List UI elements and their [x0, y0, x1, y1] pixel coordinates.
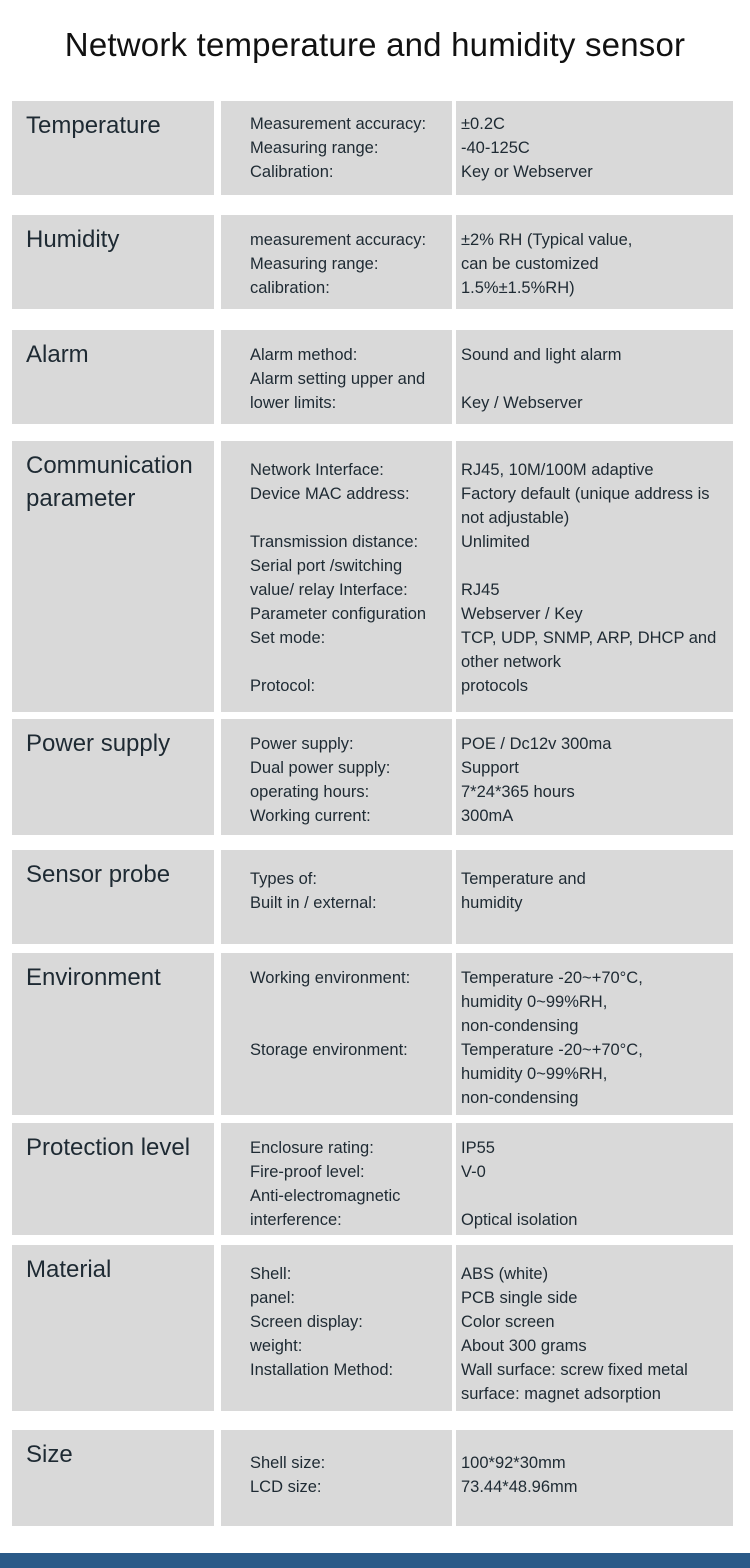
- spec-value: ±2% RH (Typical value,: [461, 231, 633, 249]
- spec-value: Webserver / Key: [461, 605, 583, 623]
- footer-bar: [0, 1553, 750, 1568]
- category-cell: [12, 850, 214, 944]
- spec-label: Installation Method:: [250, 1361, 394, 1379]
- spec-value: humidity 0~99%RH,: [461, 993, 608, 1011]
- spec-label: Alarm setting upper and: [250, 370, 426, 388]
- spec-value: humidity 0~99%RH,: [461, 1065, 608, 1083]
- spec-label: Measuring range:: [250, 139, 379, 157]
- spec-value: ±0.2C: [461, 115, 505, 133]
- spec-value: Optical isolation: [461, 1211, 578, 1229]
- spec-row: [12, 1430, 733, 1526]
- spec-value: Temperature -20~+70°C,: [461, 1041, 643, 1059]
- spec-label: weight:: [250, 1337, 303, 1355]
- spec-label: Types of:: [250, 870, 317, 888]
- spec-value: -40-125C: [461, 139, 530, 157]
- spec-label: LCD size:: [250, 1478, 322, 1496]
- spec-value: Color screen: [461, 1313, 555, 1331]
- category-cell: [12, 441, 214, 712]
- category-cell: [12, 101, 214, 195]
- category-label: [26, 449, 193, 515]
- spec-value: surface: magnet adsorption: [461, 1385, 661, 1403]
- spec-value: Temperature -20~+70°C,: [461, 969, 643, 987]
- spec-label: Working environment:: [250, 969, 411, 987]
- category-cell: [12, 330, 214, 424]
- category-label-line: Environment: [26, 964, 161, 991]
- spec-label: Transmission distance:: [250, 533, 419, 551]
- spec-row: [12, 330, 733, 424]
- values-cell: [456, 330, 733, 424]
- spec-row: [12, 441, 733, 712]
- spec-value: POE / Dc12v 300ma: [461, 735, 612, 753]
- labels-cell: [221, 719, 452, 835]
- spec-row: [12, 1123, 733, 1235]
- spec-value: 73.44*48.96mm: [461, 1478, 578, 1496]
- spec-label: Set mode:: [250, 629, 326, 647]
- spec-label: Serial port /switching: [250, 557, 403, 575]
- category-label-line: Size: [26, 1441, 73, 1468]
- labels-cell: [221, 441, 452, 712]
- values-cell: [456, 441, 733, 712]
- spec-label: [250, 506, 448, 530]
- category-cell: [12, 953, 214, 1115]
- spec-label: Parameter configuration: [250, 605, 427, 623]
- category-label: [26, 961, 161, 994]
- spec-value: non-condensing: [461, 1017, 579, 1035]
- labels-cell: [221, 1123, 452, 1235]
- spec-value: Temperature and: [461, 870, 586, 888]
- category-label-line: Power supply: [26, 730, 171, 757]
- spec-value: TCP, UDP, SNMP, ARP, DHCP and: [461, 629, 717, 647]
- values-cell: [456, 719, 733, 835]
- spec-label: Screen display:: [250, 1313, 363, 1331]
- spec-value: 7*24*365 hours: [461, 783, 575, 801]
- spec-label: Dual power supply:: [250, 759, 391, 777]
- spec-label: Storage environment:: [250, 1041, 408, 1059]
- category-cell: [12, 1430, 214, 1526]
- spec-value: non-condensing: [461, 1089, 579, 1107]
- category-label-line: Material: [26, 1256, 112, 1283]
- spec-value: RJ45, 10M/100M adaptive: [461, 461, 654, 479]
- page-title: Network temperature and humidity sensor: [64, 26, 686, 63]
- spec-value: Wall surface: screw fixed metal: [461, 1361, 688, 1379]
- spec-label: panel:: [250, 1289, 295, 1307]
- spec-label: Calibration:: [250, 163, 334, 181]
- category-label: [26, 1438, 73, 1471]
- spec-value: protocols: [461, 677, 528, 695]
- spec-label: Anti-electromagnetic: [250, 1187, 401, 1205]
- category-cell: [12, 1245, 214, 1411]
- spec-label: Protocol:: [250, 677, 316, 695]
- labels-cell: [221, 215, 452, 309]
- spec-label: calibration:: [250, 279, 330, 297]
- spec-label: Alarm method:: [250, 346, 358, 364]
- category-label-line: Temperature: [26, 112, 161, 139]
- spec-value: V-0: [461, 1163, 486, 1181]
- spec-row: [12, 850, 733, 944]
- category-label: [26, 727, 170, 760]
- spec-value: Key / Webserver: [461, 394, 583, 412]
- spec-value: RJ45: [461, 581, 500, 599]
- spec-row: [12, 101, 733, 195]
- spec-value: About 300 grams: [461, 1337, 587, 1355]
- category-label-line: Communication: [26, 452, 193, 479]
- category-label-line: Sensor probe: [26, 861, 171, 888]
- spec-label: interference:: [250, 1211, 342, 1229]
- spec-value: humidity: [461, 894, 523, 912]
- spec-value: IP55: [461, 1139, 495, 1157]
- category-label: [26, 1253, 111, 1286]
- spec-label: [250, 1014, 448, 1038]
- spec-label: [250, 990, 448, 1014]
- spec-value: other network: [461, 653, 561, 671]
- values-cell: [456, 953, 733, 1115]
- spec-value: can be customized: [461, 255, 599, 273]
- labels-cell: [221, 1430, 452, 1526]
- spec-label: operating hours:: [250, 783, 370, 801]
- spec-label: Measuring range:: [250, 255, 379, 273]
- spec-value: ABS (white): [461, 1265, 549, 1283]
- spec-label: measurement accuracy:: [250, 231, 427, 249]
- category-label-line: Alarm: [26, 341, 89, 368]
- spec-value: Unlimited: [461, 533, 530, 551]
- spec-label: Fire-proof level:: [250, 1163, 365, 1181]
- labels-cell: [221, 953, 452, 1115]
- values-cell: [456, 850, 733, 944]
- category-label-line: Humidity: [26, 226, 120, 253]
- spec-label: Working current:: [250, 807, 371, 825]
- spec-value: Support: [461, 759, 519, 777]
- spec-label: Device MAC address:: [250, 485, 410, 503]
- category-label-line: parameter: [26, 485, 136, 512]
- spec-value: Key or Webserver: [461, 163, 593, 181]
- spec-row: [12, 719, 733, 835]
- labels-cell: [221, 330, 452, 424]
- spec-label: Shell:: [250, 1265, 292, 1283]
- spec-value: Factory default (unique address is: [461, 485, 710, 503]
- spec-value: 1.5%±1.5%RH): [461, 279, 575, 297]
- category-label: [26, 858, 170, 891]
- spec-label: Power supply:: [250, 735, 354, 753]
- category-label: [26, 109, 161, 142]
- spec-value: [461, 367, 727, 391]
- category-cell: [12, 1123, 214, 1235]
- values-cell: [456, 215, 733, 309]
- spec-label: [250, 650, 448, 674]
- spec-label: Network Interface:: [250, 461, 384, 479]
- category-label: [26, 1131, 190, 1164]
- values-cell: [456, 1245, 733, 1411]
- spec-label: lower limits:: [250, 394, 337, 412]
- category-cell: [12, 719, 214, 835]
- spec-label: Enclosure rating:: [250, 1139, 374, 1157]
- category-label: [26, 338, 89, 371]
- values-cell: [456, 101, 733, 195]
- spec-value: not adjustable): [461, 509, 570, 527]
- spec-label: Measurement accuracy:: [250, 115, 427, 133]
- category-label: [26, 223, 119, 256]
- category-label-line: Protection level: [26, 1134, 191, 1161]
- spec-label: Built in / external:: [250, 894, 377, 912]
- spec-value: PCB single side: [461, 1289, 578, 1307]
- spec-row: [12, 953, 733, 1115]
- spec-label: value/ relay Interface:: [250, 581, 408, 599]
- spec-value: 100*92*30mm: [461, 1454, 566, 1472]
- values-cell: [456, 1430, 733, 1526]
- category-cell: [12, 215, 214, 309]
- values-cell: [456, 1123, 733, 1235]
- spec-value: 300mA: [461, 807, 514, 825]
- labels-cell: [221, 1245, 452, 1411]
- spec-value: [461, 554, 727, 578]
- spec-label: Shell size:: [250, 1454, 326, 1472]
- spec-value: [461, 1184, 727, 1208]
- labels-cell: [221, 850, 452, 944]
- spec-row: [12, 1245, 733, 1411]
- labels-cell: [221, 101, 452, 195]
- spec-value: Sound and light alarm: [461, 346, 622, 364]
- spec-row: [12, 215, 733, 309]
